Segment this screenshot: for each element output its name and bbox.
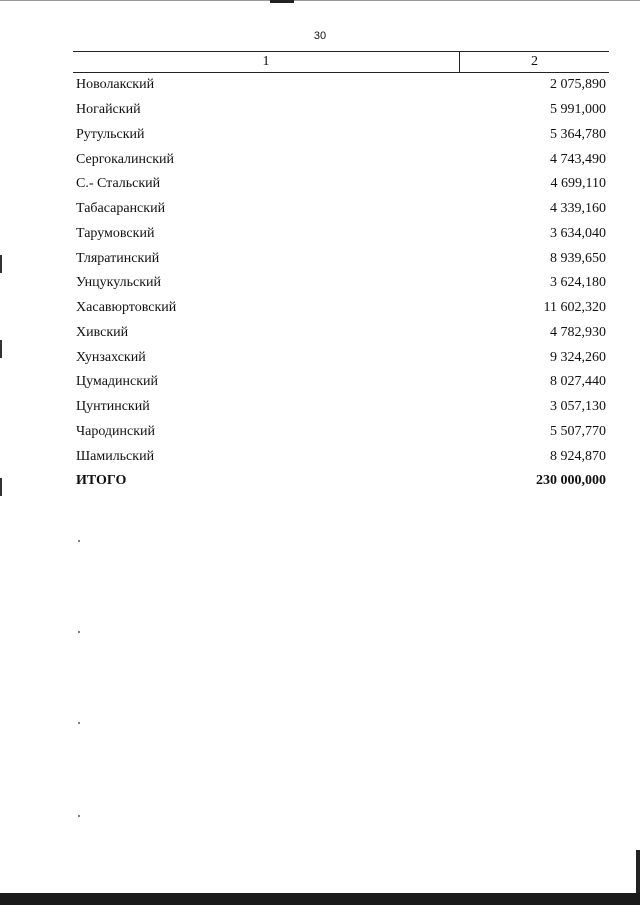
table-row xyxy=(73,147,609,172)
table-row xyxy=(73,271,609,296)
district-value: 5 364,780 xyxy=(550,126,606,142)
table-row xyxy=(73,370,609,395)
district-name: Унцукульский xyxy=(76,275,162,291)
table-row xyxy=(73,395,609,420)
district-value: 8 027,440 xyxy=(550,374,606,390)
district-name: Тарумовский xyxy=(76,225,155,241)
district-name: Хунзахский xyxy=(76,349,146,365)
scan-left-mark xyxy=(0,478,2,496)
district-name: Цумадинский xyxy=(76,374,159,390)
column-header-1: 1 xyxy=(73,52,460,72)
district-value: 8 939,650 xyxy=(550,250,606,266)
district-value: 4 782,930 xyxy=(550,324,606,340)
district-name: С.- Стальский xyxy=(76,176,161,192)
district-value: 11 602,320 xyxy=(543,300,606,316)
table-row xyxy=(73,345,609,370)
scan-bottom-edge xyxy=(0,893,640,905)
district-value: 4 339,160 xyxy=(550,201,606,217)
scan-speck xyxy=(78,631,80,633)
table-row xyxy=(73,73,609,98)
district-value: 3 634,040 xyxy=(550,225,606,241)
district-value: 4 743,490 xyxy=(550,151,606,167)
district-name: Табасаранский xyxy=(76,201,166,217)
table-row xyxy=(73,123,609,148)
district-name: Цунтинский xyxy=(76,399,150,415)
table-row xyxy=(73,296,609,321)
scan-speck xyxy=(78,722,80,724)
district-name: Новолакский xyxy=(76,77,155,93)
district-name: Ногайский xyxy=(76,102,141,118)
district-value: 2 075,890 xyxy=(550,77,606,93)
table-row xyxy=(73,444,609,469)
district-table xyxy=(73,51,609,494)
page-number: 30 xyxy=(313,30,327,42)
scan-speck xyxy=(78,540,80,542)
scan-top-edge xyxy=(0,0,640,1)
district-value: 3 624,180 xyxy=(550,275,606,291)
district-name: Тляратинский xyxy=(76,250,160,266)
scan-speck xyxy=(78,815,80,817)
scan-top-mark xyxy=(270,0,294,3)
column-header-2: 2 xyxy=(531,54,538,69)
district-name: Чародинский xyxy=(76,423,156,439)
scan-left-mark xyxy=(0,340,2,358)
table-row xyxy=(73,321,609,346)
table-row xyxy=(73,246,609,271)
table-header xyxy=(73,51,609,73)
total-row xyxy=(73,469,609,494)
district-value: 3 057,130 xyxy=(550,399,606,415)
district-value: 5 991,000 xyxy=(550,102,606,118)
district-name: Хасавюртовский xyxy=(76,300,177,316)
table-row xyxy=(73,172,609,197)
district-name: Сергокалинский xyxy=(76,151,175,167)
total-label: ИТОГО xyxy=(76,473,127,489)
district-value: 8 924,870 xyxy=(550,448,606,464)
scan-left-mark xyxy=(0,255,2,273)
table-row xyxy=(73,197,609,222)
district-value: 5 507,770 xyxy=(550,423,606,439)
total-value: 230 000,000 xyxy=(536,473,606,489)
district-name: Хивский xyxy=(76,324,129,340)
table-row xyxy=(73,98,609,123)
table-row xyxy=(73,420,609,445)
scan-right-mark xyxy=(636,850,640,898)
district-name: Рутульский xyxy=(76,126,145,142)
table-body xyxy=(73,73,609,469)
district-value: 9 324,260 xyxy=(550,349,606,365)
district-name: Шамильский xyxy=(76,448,155,464)
table-row xyxy=(73,222,609,247)
district-value: 4 699,110 xyxy=(550,176,606,192)
